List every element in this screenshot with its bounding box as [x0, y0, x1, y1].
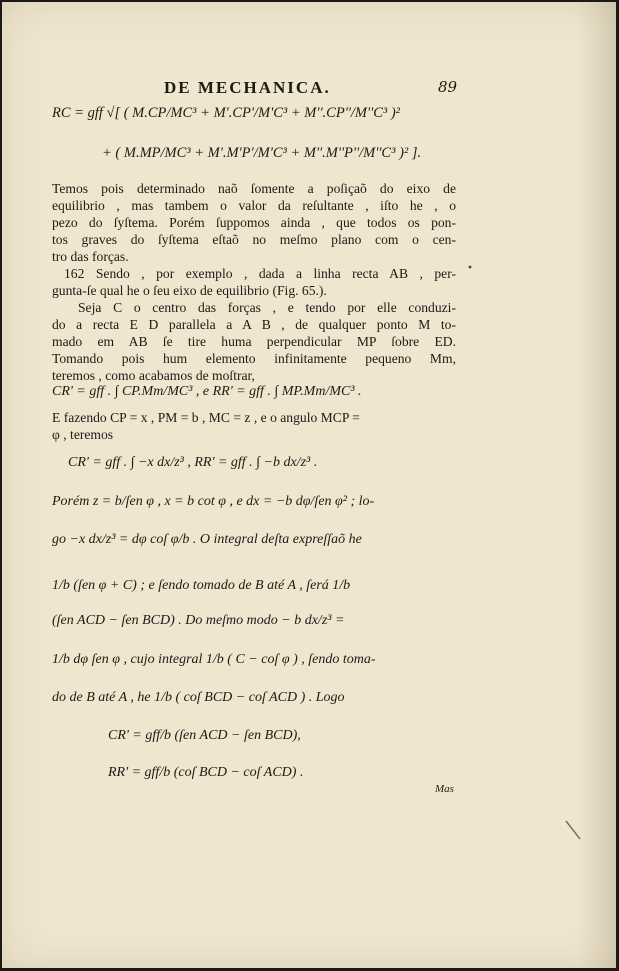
- body-line-1: Temos pois determinado naõ ſomente a poſiçaõ do eixo de: [52, 181, 456, 196]
- formula-cr-final: CR' = gff/b (ſen ACD − ſen BCD),: [108, 728, 301, 743]
- section-162-line-6: Tomando pois hum elemento infinitamente pequeno Mm,: [52, 351, 456, 366]
- body-line-2: equilibrio , mas tambem o valor da reſultante , iſto he , o: [52, 198, 456, 213]
- page-header: [2, 78, 616, 100]
- section-162-line-5: mado em AB ſe tire huma perpendicular MP ſobre ED.: [52, 334, 456, 349]
- formula-cujo-integral: 1/b dφ ſen φ , cujo integral 1/b ( C − coſ φ ) , ſendo toma-: [52, 652, 376, 667]
- text-teremos: φ , teremos: [52, 427, 114, 442]
- running-head: DE MECHANICA.: [164, 78, 331, 97]
- formula-sen: 1/b (ſen φ + C) ; e ſendo tomado de B até A , ſerá 1/b: [52, 578, 351, 593]
- formula-do-de-b: do de B até A , he 1/b ( coſ BCD − coſ ACD ) . Logo: [52, 690, 345, 705]
- formula-mesmo-modo: (ſen ACD − ſen BCD) . Do meſmo modo − b dx/z³ =: [52, 613, 345, 628]
- body-line-3: pezo do ſyſtema. Porém ſuppomos ainda , que todos os pon-: [52, 215, 456, 230]
- ink-dot: [467, 264, 473, 270]
- section-162-line-3: Seja C o centro das forças , e tendo por elle conduzi-: [78, 300, 456, 315]
- text-fazendo: E fazendo CP = x , PM = b , MC = z , e o angulo MCP =: [52, 410, 360, 425]
- formula-rc-line-1: RC = gff √[ ( M.CP/MC³ + M'.CP'/M'C³ + M''.CP''/M''C³ )²: [52, 105, 401, 121]
- book-page: [2, 2, 616, 968]
- catchword: Mas: [435, 783, 454, 795]
- formula-porem: Porém z = b/ſen φ , x = b cot φ , e dx = −b dφ/ſen φ² ; lo-: [52, 494, 375, 509]
- formula-integrals-2: CR' = gff . ∫ −x dx/z³ , RR' = gff . ∫ −b dx/z³ .: [68, 455, 318, 470]
- ink-mark: [562, 817, 592, 847]
- formula-rc-line-2: + ( M.MP/MC³ + M'.M'P'/M'C³ + M''.M''P''/M''C³ )² ].: [102, 145, 422, 161]
- body-line-5: tro das forças.: [52, 249, 129, 264]
- body-line-4: tos graves do ſyſtema eſtaõ no meſmo plano com o cen-: [52, 232, 456, 247]
- section-162-line-7: teremos , como acabamos de moſtrar,: [52, 368, 255, 383]
- section-162-line-4: do a recta E D parallela a A B , de qualquer ponto M to-: [52, 317, 456, 332]
- formula-integrals-1: CR' = gff . ∫ CP.Mm/MC³ , e RR' = gff . ∫ MP.Mm/MC³ .: [52, 384, 362, 399]
- section-162-line-2: gunta-ſe qual he o ſeu eixo de equilibrio (Fig. 65.).: [52, 283, 327, 298]
- page-number: 89: [438, 78, 458, 96]
- formula-rr-final: RR' = gff/b (coſ BCD − coſ ACD) .: [108, 765, 304, 780]
- section-162-line-1: 162 Sendo , por exemplo , dada a linha recta AB , per-: [64, 266, 456, 281]
- formula-go: go −x dx/z³ = dφ coſ φ/b . O integral deſta expreſſaõ he: [52, 532, 362, 547]
